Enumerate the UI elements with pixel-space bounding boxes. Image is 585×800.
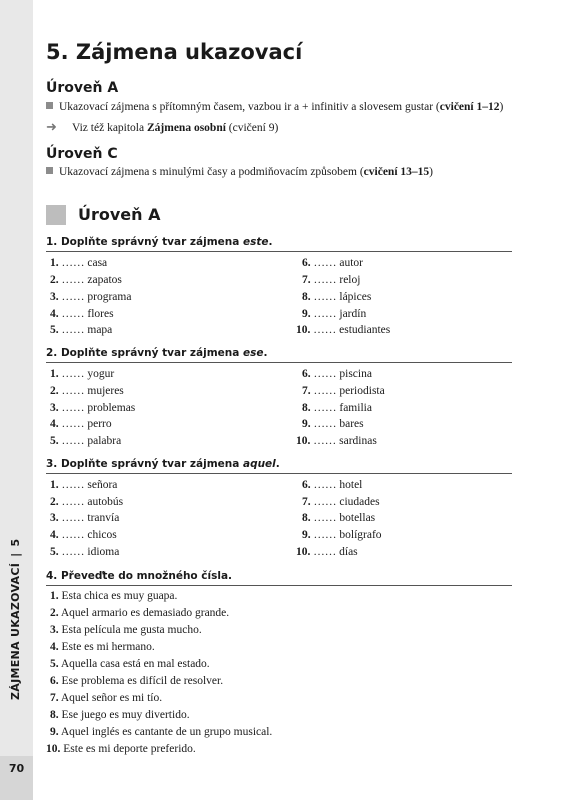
chapter-side-number: 5	[9, 538, 22, 547]
item-text: …… periodista	[313, 385, 385, 397]
item-number: 5.	[50, 658, 59, 670]
item-text: Esta película me gusta mucho.	[61, 624, 202, 636]
item-text: …… problemas	[61, 402, 136, 414]
item-text: …… reloj	[313, 274, 361, 286]
item-text: …… zapatos	[61, 274, 122, 286]
level-a-heading: Úroveň A	[46, 80, 119, 96]
item-text: …… sardinas	[313, 435, 377, 447]
exercise-item	[50, 529, 117, 541]
item-number: 1.	[50, 257, 59, 269]
exercise-heading-word: este	[242, 236, 269, 248]
item-number: 10.	[296, 435, 311, 447]
exercise-item	[302, 512, 375, 524]
item-number: 6.	[302, 368, 311, 380]
exercise-heading-text: 3. Doplňte správný tvar zájmena	[46, 458, 243, 470]
chapter-title: 5. Zájmena ukazovací	[46, 40, 303, 64]
level-c-bullet-close: )	[429, 166, 433, 178]
exercise-item	[302, 274, 360, 286]
item-text: Aquel señor es mi tío.	[60, 692, 163, 704]
item-number: 8.	[302, 512, 311, 524]
item-number: 5.	[50, 546, 59, 558]
exercise-item	[50, 658, 210, 670]
exercise-item	[50, 726, 272, 738]
exercise-item	[50, 257, 107, 269]
level-c-bullet-text: Ukazovací zájmena s minulými časy a podmiňovacím způsobem (	[59, 166, 364, 178]
item-number: 6.	[50, 675, 59, 687]
item-text: …… botellas	[313, 512, 376, 524]
exercise-item	[50, 402, 135, 414]
item-number: 6.	[302, 257, 311, 269]
exercise-item	[296, 435, 377, 447]
level-c-bullet-ref: cvičení 13–15	[363, 166, 430, 178]
exercise-item	[302, 257, 363, 269]
item-text: …… autor	[313, 257, 364, 269]
item-number: 7.	[302, 496, 311, 508]
exercise-item	[50, 496, 123, 508]
exercise-item	[50, 512, 119, 524]
level-a-bullet-text: Ukazovací zájmena s přítomným časem, vazbou ir a + infinitiv a slovesem gustar (	[59, 101, 440, 113]
item-text: Esta chica es muy guapa.	[61, 590, 178, 602]
level-a-bullet	[46, 101, 503, 113]
exercise-heading-suffix: .	[263, 347, 268, 359]
item-number: 3.	[50, 291, 59, 303]
exercise-item	[50, 324, 112, 336]
item-number: 7.	[302, 385, 311, 397]
exercise-item	[50, 590, 177, 602]
item-number: 3.	[50, 624, 59, 636]
item-number: 1.	[50, 368, 59, 380]
exercise-item	[50, 675, 223, 687]
exercise-item	[50, 692, 162, 704]
item-text: …… casa	[61, 257, 108, 269]
item-text: Este es mi hermano.	[61, 641, 155, 653]
exercise-item	[50, 291, 131, 303]
item-text: …… días	[313, 546, 358, 558]
page-number-box	[0, 756, 33, 800]
item-text: …… mujeres	[61, 385, 124, 397]
item-number: 9.	[302, 308, 311, 320]
item-number: 10.	[46, 743, 61, 755]
exercise-item	[50, 368, 114, 380]
arrow-right-icon: ➜	[46, 119, 57, 134]
exercise-heading-text: 1. Doplňte správný tvar zájmena	[46, 236, 243, 248]
exercise-1-heading	[46, 236, 512, 252]
item-number: 7.	[302, 274, 311, 286]
side-separator: |	[9, 552, 22, 557]
item-text: …… lápices	[313, 291, 372, 303]
item-number: 2.	[50, 274, 59, 286]
item-text: …… hotel	[313, 479, 363, 491]
item-number: 2.	[50, 496, 59, 508]
item-number: 8.	[50, 709, 59, 721]
chapter-side-title: ZÁJMENA UKAZOVACÍ	[9, 562, 22, 700]
item-text: …… mapa	[61, 324, 113, 336]
exercise-heading-suffix: .	[268, 236, 273, 248]
exercise-4-heading: 4. Převeďte do množného čísla.	[46, 570, 512, 586]
exercise-item	[302, 291, 371, 303]
item-text: Ese problema es difícil de resolver.	[61, 675, 224, 687]
level-c-heading: Úroveň C	[46, 146, 118, 162]
level-a-see-also	[46, 119, 278, 135]
square-bullet-icon	[46, 102, 53, 109]
square-bullet-icon	[46, 167, 53, 174]
item-text: …… piscina	[313, 368, 372, 380]
item-text: …… tranvía	[61, 512, 120, 524]
level-c-bullet	[46, 166, 433, 178]
item-number: 5.	[50, 435, 59, 447]
chapter-side-label	[9, 520, 22, 700]
item-number: 7.	[50, 692, 59, 704]
exercise-item	[50, 418, 112, 430]
item-text: Aquella casa está en mal estado.	[60, 658, 210, 670]
item-text: …… perro	[61, 418, 112, 430]
item-text: Aquel inglés es cantante de un grupo musical.	[60, 726, 273, 738]
section-square-icon	[46, 205, 66, 225]
item-text: Este es mi deporte preferido.	[63, 743, 196, 755]
item-number: 6.	[302, 479, 311, 491]
item-text: …… chicos	[61, 529, 117, 541]
level-a-bullet-close: )	[499, 101, 504, 113]
exercise-item	[296, 324, 390, 336]
item-number: 10.	[296, 546, 311, 558]
item-text: …… estudiantes	[313, 324, 391, 336]
item-number: 9.	[50, 726, 59, 738]
exercise-heading-text: 2. Doplňte správný tvar zájmena	[46, 347, 243, 359]
item-number: 4.	[50, 308, 59, 320]
exercise-3-heading	[46, 458, 512, 474]
item-text: …… flores	[61, 308, 114, 320]
exercise-item	[50, 641, 155, 653]
level-a-bullet-ref: cvičení 1–12	[439, 101, 500, 113]
item-text: Aquel armario es demasiado grande.	[60, 607, 230, 619]
item-number: 10.	[296, 324, 311, 336]
item-number: 2.	[50, 385, 59, 397]
exercise-item	[50, 546, 119, 558]
item-text: …… señora	[61, 479, 118, 491]
exercise-item	[302, 385, 385, 397]
exercise-heading-word: ese	[242, 347, 264, 359]
item-text: Ese juego es muy divertido.	[61, 709, 190, 721]
exercise-item	[50, 308, 114, 320]
item-number: 1.	[50, 479, 59, 491]
item-number: 3.	[50, 402, 59, 414]
item-number: 2.	[50, 607, 59, 619]
item-number: 1.	[50, 590, 59, 602]
exercise-item	[296, 546, 358, 558]
section-title: Úroveň A	[78, 205, 161, 224]
item-number: 8.	[302, 402, 311, 414]
page-number: 70	[8, 762, 25, 775]
exercise-item	[46, 743, 196, 755]
item-number: 9.	[302, 529, 311, 541]
item-number: 4.	[50, 529, 59, 541]
exercise-heading-word: aquel	[242, 458, 276, 470]
see-also-text: Viz též kapitola	[72, 122, 147, 134]
exercise-item	[50, 624, 202, 636]
exercise-item	[50, 479, 117, 491]
item-text: …… programa	[61, 291, 132, 303]
exercise-item	[302, 418, 364, 430]
exercise-item	[302, 368, 372, 380]
item-text: …… palabra	[61, 435, 122, 447]
item-number: 4.	[50, 418, 59, 430]
exercise-item	[302, 402, 372, 414]
item-text: …… idioma	[61, 546, 120, 558]
item-text: …… bolígrafo	[313, 529, 382, 541]
exercise-item	[302, 529, 382, 541]
item-text: …… yogur	[61, 368, 115, 380]
exercise-item	[50, 709, 190, 721]
item-text: …… autobús	[61, 496, 124, 508]
exercise-item	[50, 385, 124, 397]
item-text: …… bares	[313, 418, 364, 430]
exercise-2-heading	[46, 347, 512, 363]
item-text: …… jardín	[313, 308, 367, 320]
item-text: …… ciudades	[313, 496, 380, 508]
item-number: 3.	[50, 512, 59, 524]
item-number: 5.	[50, 324, 59, 336]
see-also-ref: Zájmena osobní	[147, 122, 226, 134]
item-number: 9.	[302, 418, 311, 430]
sidebar	[0, 0, 33, 800]
exercise-heading-suffix: .	[275, 458, 280, 470]
exercise-item	[302, 496, 380, 508]
item-text: …… familia	[313, 402, 372, 414]
exercise-item	[50, 435, 121, 447]
exercise-item	[50, 607, 229, 619]
exercise-item	[302, 479, 362, 491]
see-also-tail: (cvičení 9)	[225, 122, 279, 134]
item-number: 4.	[50, 641, 59, 653]
exercise-item	[302, 308, 366, 320]
exercise-item	[50, 274, 122, 286]
item-number: 8.	[302, 291, 311, 303]
